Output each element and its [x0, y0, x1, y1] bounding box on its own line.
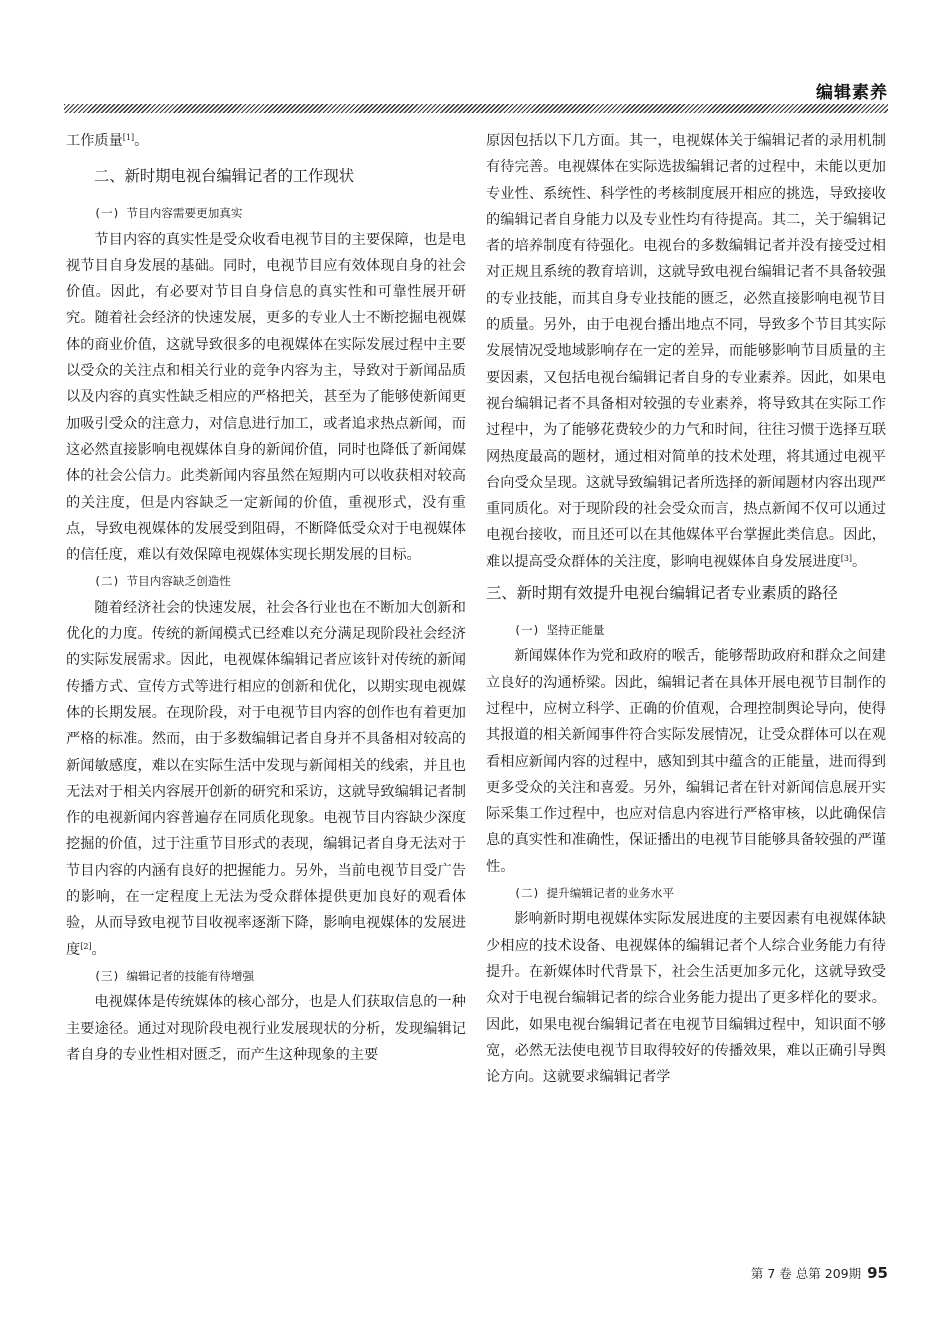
issue-info: 第 7 卷 总第 209期 — [750, 1266, 862, 1281]
paragraph: 新闻媒体作为党和政府的喉舌，能够帮助政府和群众之间建立良好的沟通桥梁。因此，编辑记者在具体开展电视节目制作的过程中，应树立科学、正确的价值观，合理控制舆论导向，使得其报道的相关新闻事件符合实际发展情况，让受众群体可以在观看相应新闻内容的过程中，感知到其中蕴含的正能量，进而得到更多受众的关注和喜爱。另外，编辑记者在针对新闻信息展开实际采集工作过程中，也应对信息内容进行严格审核，以此确保信息的真实性和准确性，保证播出的电视节目能够具备较强的严谨性。 — [486, 648, 886, 875]
subsection-heading-3: (三) 编辑记者的技能有待增强 — [94, 968, 255, 983]
page-number: 95 — [867, 1264, 888, 1282]
citation-ref: [2] — [80, 941, 92, 951]
subsection-heading-2: (二) 节目内容缺乏创造性 — [94, 574, 231, 589]
paragraph: 节目内容的真实性是受众收看电视节目的主要保障，也是电视节目自身发展的基础。同时，电视节目应有效体现自身的社会价值。因此，有必要对节目自身信息的真实性和可靠性展开研究。随着社会经济的快速发展，更多的专业人士不断挖掘电视媒体的商业价值，这就导致很多的电视媒体在实际发展过程中主要以受众的关注点和相关行业的竞争内容为主，导致对于新闻品质以及内容的真实性缺乏相应的严格把关，甚至为了能够使新闻更加吸引受众的注意力，对信息进行加工，或者追求热点新闻，而这必然直接影响电视媒体自身的新闻价值，同时也降低了新闻媒体的社会公信力。此类新闻内容虽然在短期内可以收获相对较高的关注度，但是内容缺乏一定新闻的价值，重视形式，没有重点，导致电视媒体的发展受到阻碍，不断降低受众对于电视媒体的信任度，难以有效保障电视媒体实现长期发展的目标。 — [66, 231, 466, 564]
paragraph: 随着经济社会的快速发展，社会各行业也在不断加大创新和优化的力度。传统的新闻模式已经难以充分满足现阶段社会经济的实际发展需求。因此，电视媒体编辑记者应该针对传统的新闻传播方式、宣传方式等进行相应的创新和优化，以期实现电视媒体的长期发展。在现阶段，对于电视节目内容的创作也有着更加严格的标准。然而，由于多数编辑记者自身并不具备相对较高的新闻敏感度，难以在实际生活中发现与新闻相关的线索，并且也无法对于相关内容展开创新的研究和采访，这就导致编辑记者制作的电视新闻内容普遍存在同质化现象。电视节目内容缺少深度挖掘的价值，过于注重节目形式的表现，编辑记者自身无法对于节目内容的内涵有良好的把握能力。另外，当前电视节目受广告的影响，在一定程度上无法为受众群体提供更加良好的观看体验，从而导致电视节目收视率逐渐下降，影响电视媒体的发展进度[2]。 — [66, 599, 466, 958]
header-rule — [64, 104, 888, 113]
right-column — [486, 128, 886, 1090]
section-heading-3: 三、新时期有效提升电视台编辑记者专业素质的路径 — [486, 584, 838, 603]
paragraph: 工作质量[1]。 — [66, 133, 149, 149]
section-title: 编辑素养 — [816, 83, 888, 103]
subsection-heading-2: (二) 提升编辑记者的业务水平 — [514, 886, 675, 901]
left-column — [66, 128, 466, 1068]
citation-ref: [3] — [840, 553, 853, 563]
paragraph: 影响新时期电视媒体实际发展进度的主要因素有电视媒体缺少相应的技术设备、电视媒体的编辑记者个人综合业务能力有待提升。在新媒体时代背景下，社会生活更加多元化，这就导致受众对于电视台编辑记者的综合业务能力提出了更多样化的要求。因此，如果电视台编辑记者在电视节目编辑过程中，知识面不够宽，必然无法使电视节目取得较好的传播效果，难以正确引导舆论方向。这就要求编辑记者学 — [486, 911, 886, 1086]
page-footer — [751, 1264, 888, 1282]
section-heading-2: 二、新时期电视台编辑记者的工作现状 — [94, 167, 355, 186]
paragraph: 电视媒体是传统媒体的核心部分，也是人们获取信息的一种主要途径。通过对现阶段电视行业发展现状的分析，发现编辑记者自身的专业性相对匮乏，而产生这种现象的主要 — [66, 994, 466, 1063]
citation-ref: [1] — [122, 133, 135, 142]
subsection-heading-1: (一) 节目内容需要更加真实 — [94, 206, 243, 221]
paragraph: 原因包括以下几方面。其一，电视媒体关于编辑记者的录用机制有待完善。电视媒体在实际选拔编辑记者的过程中，未能以更加专业性、系统性、科学性的考核制度展开相应的挑选，导致接收的编辑记者自身能力以及专业性均有待提高。其二，关于编辑记者的培养制度有待强化。电视台的多数编辑记者并没有接受过相对正规且系统的教育培训，这就导致电视台编辑记者不具备较强的专业技能，而其自身专业技能的匮乏，必然直接影响电视节目的质量。另外，由于电视台播出地点不同，导致多个节目其实际发展情况受地域影响存在一定的差异，而能够影响节目质量的主要因素，又包括电视台编辑记者自身的专业素养。因此，如果电视台编辑记者不具备相对较强的专业素养，将导致其在实际工作过程中，为了能够花费较少的力气和时间，往往习惯于选择互联网热度最高的题材，通过相对简单的技术处理，将其通过电视平台向受众呈现。这就导致编辑记者所选择的新闻题材内容出现严重同质化。对于现阶段的社会受众而言，热点新闻不仅可以通过电视台接收，而且还可以在其他媒体平台掌握此类信息。因此，难以提高受众群体的关注度，影响电视媒体自身发展进度[3]。 — [486, 133, 886, 570]
subsection-heading-1: (一) 坚持正能量 — [514, 623, 605, 638]
